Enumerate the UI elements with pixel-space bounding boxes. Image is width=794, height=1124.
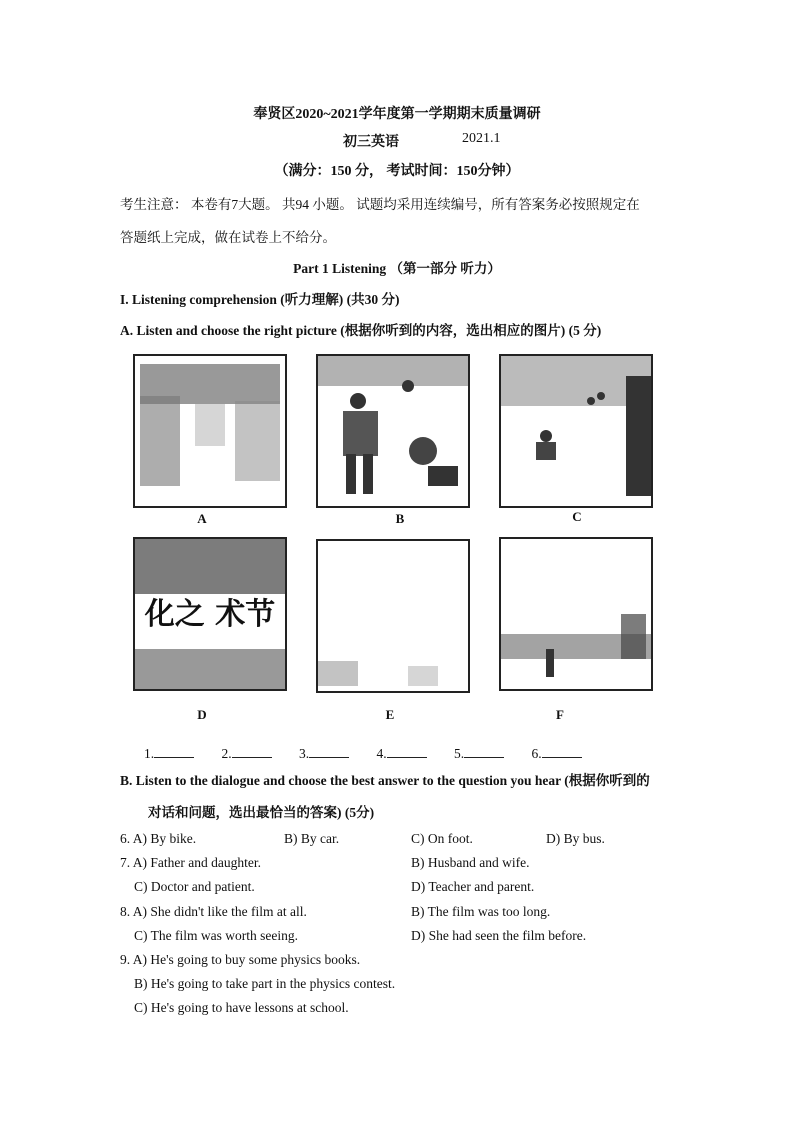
picture-label-c: C [572, 509, 582, 524]
exam-subject: 初三英语 [343, 135, 399, 150]
picture-d [133, 537, 287, 691]
blank-6-number: 6. [531, 746, 542, 761]
q8-option-c: C) The film was worth seeing. [134, 928, 298, 943]
picture-label-a: A [197, 511, 207, 526]
section-b-heading-1: B. Listen to the dialogue and choose the best answer to the question you hear (根据你听到的 [120, 773, 650, 788]
notice-line-1: 考生注意： 本卷有7大题。 共94 小题。 试题均采用连续编号，所有答案务必按照规定在 [120, 197, 640, 212]
picture-b-image [318, 356, 468, 506]
blank-3-number: 3. [299, 746, 310, 761]
blank-5[interactable] [464, 745, 504, 758]
exam-title: 奉贤区2020~2021学年度第一学期期末质量调研 [253, 107, 541, 122]
q6-option-c: C) On foot. [411, 831, 473, 846]
section-b-heading-2: 对话和问题，选出最恰当的答案) (5分) [148, 805, 375, 820]
blank-1[interactable] [154, 745, 194, 758]
blank-row [144, 745, 582, 762]
picture-c-image [501, 356, 651, 506]
picture-e [316, 539, 470, 693]
blank-5-number: 5. [454, 746, 465, 761]
picture-f [499, 537, 653, 691]
picture-a-image [135, 356, 285, 506]
q8-option-a: 8. A) She didn't like the film at all. [120, 904, 307, 919]
picture-c [499, 354, 653, 508]
q9-option-b: B) He's going to take part in the physics contest. [134, 976, 396, 991]
blank-2-number: 2. [221, 746, 232, 761]
section-a-heading: A. Listen and choose the right picture (根据你听到的内容，选出相应的图片) (5 分) [120, 323, 602, 338]
q9-option-c: C) He's going to have lessons at school. [134, 1000, 349, 1015]
blank-1-number: 1. [144, 746, 155, 761]
exam-date: 2021.1 [462, 131, 501, 146]
part1-heading: Part 1 Listening （第一部分 听力） [293, 261, 501, 276]
blank-4-number: 4. [376, 746, 387, 761]
q7-option-d: D) Teacher and parent. [411, 879, 535, 894]
blank-3[interactable] [309, 745, 349, 758]
q6-option-a: 6. A) By bike. [120, 831, 197, 846]
q7-option-b: B) Husband and wife. [411, 855, 530, 870]
q8-option-d: D) She had seen the film before. [411, 928, 587, 943]
exam-score-time: （满分：150 分， 考试时间：150分钟） [274, 164, 520, 179]
picture-d-caption: 化之 术节 [144, 597, 276, 632]
picture-e-image [318, 541, 468, 691]
picture-d-image [135, 539, 285, 689]
notice-line-2: 答题纸上完成，做在试卷上不给分。 [120, 230, 336, 245]
q7-option-a: 7. A) Father and daughter. [120, 855, 261, 870]
q6-option-b: B) By car. [284, 831, 340, 846]
picture-b [316, 354, 470, 508]
picture-label-b: B [395, 511, 405, 526]
section-1-heading: I. Listening comprehension (听力理解) (共30 分) [120, 292, 400, 307]
q9-option-a: 9. A) He's going to buy some physics books. [120, 952, 361, 967]
q6-option-d: D) By bus. [546, 831, 605, 846]
picture-f-image [501, 539, 651, 689]
picture-label-f: F [556, 707, 564, 722]
blank-4[interactable] [387, 745, 427, 758]
blank-6[interactable] [542, 745, 582, 758]
q7-option-c: C) Doctor and patient. [134, 879, 255, 894]
picture-a [133, 354, 287, 508]
q8-option-b: B) The film was too long. [411, 904, 551, 919]
picture-label-d: D [197, 707, 207, 722]
blank-2[interactable] [232, 745, 272, 758]
picture-label-e: E [385, 707, 395, 722]
